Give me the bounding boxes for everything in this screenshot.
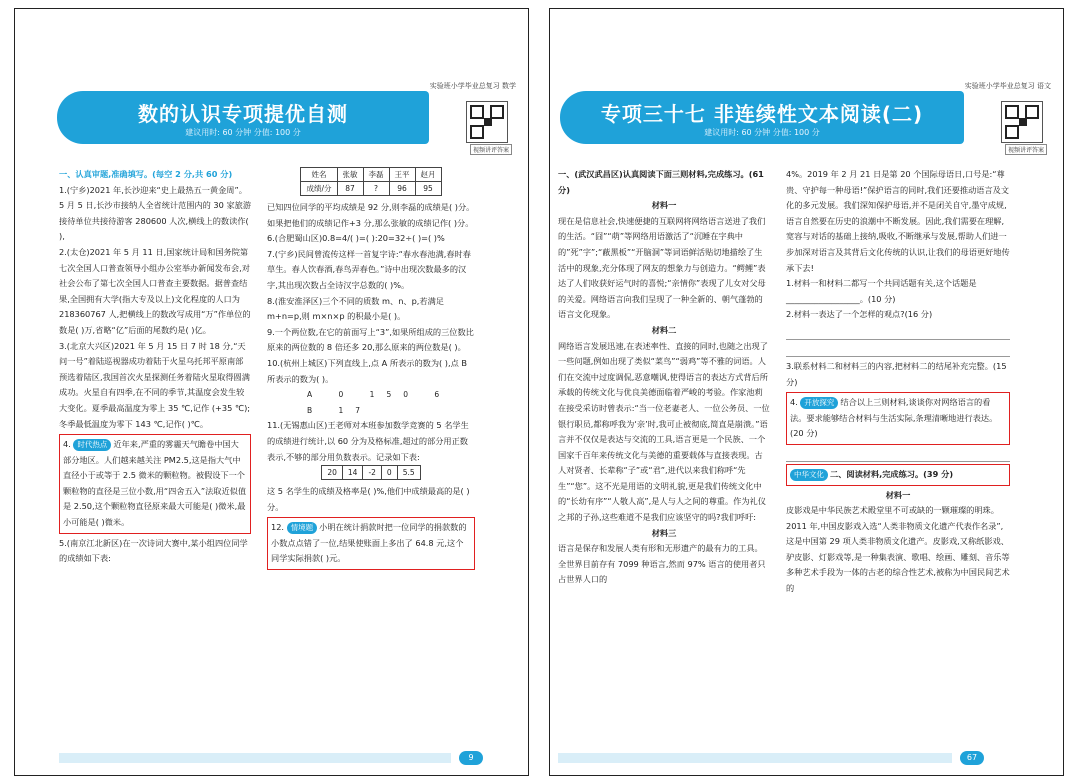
question-2: 2.材料一表达了一个怎样的观点?(16 分)	[786, 309, 933, 320]
title-banner	[560, 91, 964, 144]
table-cell: 87	[337, 182, 363, 196]
table-header: 张敏	[337, 168, 363, 182]
left-column-2	[267, 167, 475, 572]
highlight-box-q12: 12. 情境题 小明在统计捐款时把一位同学的捐款数的小数点点错了一位,结果使账面上多出了 64.8 元,这个同学实际捐款( )元。	[267, 517, 475, 570]
question-3: 3.(北京大兴区)2021 年 5 月 15 日 7 时 18 分,“天问一号”着陆巡视器成功着陆于火星乌托邦平原南部预选着陆区,我国首次火星探测任务着陆火星取得圆满成功。火星自有四季,在不同的季节,其温度会发生较大变化。夏季最高温度为零上 35 ℃,记作 (+35 ℃);冬季最低温度为零下 143 ℃,记作( )℃。	[59, 340, 251, 429]
right-column-2	[786, 167, 1010, 597]
topic-tag: 开放探究	[800, 397, 838, 409]
table-cell: 20	[322, 466, 343, 480]
answer-line[interactable]	[786, 447, 1010, 462]
material-title: 材料二	[651, 324, 677, 335]
material-3-text: 语言是保存和发展人类有形和无形遗产的最有力的工具。全世界目前存有 7099 种语言,然而 97% 语言的使用者只占世界人口的	[558, 543, 766, 585]
qr-caption: 视频讲评答案	[470, 144, 512, 155]
page-title: 数的认识专项提优自测	[138, 102, 348, 126]
footer-bar	[59, 753, 451, 763]
running-head: 实验班小学毕业总复习 数学	[429, 82, 516, 90]
table-header: 王平	[389, 168, 415, 182]
material-title: 材料一	[885, 489, 911, 500]
material-3-cont: 4%。2019 年 2 月 21 日是第 20 个国际母语日,口号是:“尊贵、守护每一种母语!”保护语言的同时,我们还要推动语言及文化的多元发展。我们深知保护母语,并不是闭关自守,墨守成规,语言自然要在历史的浪潮中不断发展。因此,我们需要在理解,宽容与对话的基础上接纳,吸收,不断继承与发展,帮助人们进一步加深对语言及其背后文化传统的认识,让我们的母语更好地传承下去!	[786, 169, 1010, 273]
section-heading: 一、认真审题,准确填写。(每空 2 分,共 60 分)	[59, 169, 233, 179]
table-cell: 成绩/分	[301, 182, 337, 196]
question-7: 7.(宁乡)民间曾流传这样一首复字诗:“春水春池满,春时春草生。春人饮春酒,春鸟弄春色。”诗中出现次数最多的汉字,其出现次数占全诗汉字总数的( )%。	[267, 248, 471, 290]
material-2-text: 网络语言发展迅速,在表述率性、直接的同时,也随之出现了一些问题,例如出现了类似“菜鸟”“弱鸡”等不雅的词语。人们在交流中过度调侃,恶意嘲讽,使得语言的表达方式背后所承载的传统文化与优良美德面临着严峻的考验。作家池莉在接受采访时曾表示:“当一位老妻老人、一位公务员、一位银行职员,都称呼我为‘亲’时,我可止被彻底,简直是崩溃。”语言并不仅仅是表达与交流的工具,语言更是一个民族、一个国家千百年来传统文化与美德的重要载体与直接表现。古人对贤者、长辈称“子”或“君”,进代以来我们称呼“先生”“您”。这不光是用语的文明礼貌,更是我们传统文化中的“长幼有序”“人敬人高”,是人与人之间的尊重。作为礼仪之邦的子孙,这些难道不是我们应该坚守的吗?我们呼吁:	[558, 340, 770, 523]
right-page	[549, 8, 1064, 776]
number-line: A 0 150 6 B 17	[307, 390, 452, 415]
question-12: 小明在统计捐款时把一位同学的捐款数的小数点点错了一位,结果使账面上多出了 64.8 元,这个同学实际捐款( )元。	[271, 522, 467, 564]
left-column-1	[59, 167, 251, 567]
table-cell: 95	[415, 182, 441, 196]
table-header: 李磊	[363, 168, 389, 182]
highlight-box-section-2	[786, 464, 1010, 486]
material-1-text: 现在是信息社会,快速便捷的互联网将网络语言送进了我们的生活。“囧”“萌”等网络用语激活了“沉睡在字典中的”死”字”;“蔽黑板”“开脑洞”等词语鲜活贴切地描绘了生活中的现象,充分体现了网友的想象力与创造力。“鳄鲤”表达了人们收获好运气时的喜悦;“亲情你”表现了儿女对父母的关爱。网络语言向我们呈现了一种全新的、朝气蓬勃的语言文化现象。	[558, 215, 766, 320]
table-cell: 0	[381, 466, 397, 480]
question-3: 3.联系材料二和材料三的内容,把材料二的结尾补充完整。(15 分)	[786, 360, 1007, 387]
table-header: 赵月	[415, 168, 441, 182]
table-cell: ?	[363, 182, 389, 196]
title-banner	[57, 91, 429, 144]
question-2: 2.(太仓)2021 年 5 月 11 日,国家统计局和国务院第七次全国人口普查领导小组办公室举办新闻发布会,对社会公布了第七次全国人口普查主要数据。据普查结果,全国拥有大学(指大专及以上)文化程度的人口为 218360767 人,把横线上的数改写成用“万”作单位的数是( )万,省略“亿”后面的尾数约是( )亿。	[59, 246, 251, 335]
score-table	[300, 167, 441, 196]
table-cell: 96	[389, 182, 415, 196]
question-10: 10.(杭州上城区)下列直线上,点 A 所表示的数为( ),点 B 所表示的数为( )。	[267, 357, 468, 384]
table-cell: 5.5	[397, 466, 420, 480]
table-header: 姓名	[301, 168, 337, 182]
highlight-box-q4: 4. 开放探究 结合以上三则材料,谈谈你对网络语言的看法。要求能够结合材料与生活实际,条理清晰地进行表达。(20 分)	[786, 392, 1010, 445]
question-8: 8.(淮安淮泽区)三个不同的质数 m、n、p,若满足 m+n=p,则 m×n×p 的积最小是( )。	[267, 295, 444, 322]
question-11: 11.(无锡惠山区)王老师对本班参加数学竞赛的 5 名学生的成绩进行统计,以 60 分为及格标准,超过的部分用正数表示,不够的部分用负数表示。记录如下表:	[267, 420, 469, 462]
page-title: 专项三十七 非连续性文本阅读(二)	[600, 102, 924, 126]
table-cell: -2	[363, 466, 381, 480]
highlight-box-q4: 4. 时代热点 近年来,严重的雾霾天气瞻卷中国大部分地区。人们越来越关注 PM2.5,这是指大气中直径小于或等于 2.5 微米的颗粒物。被假设下一个颗粒物的直径是三位小数,用“四舍五入”法取近似值是 2.50,这个颗粒物直径原来最大可能是( )微米,最小可能是( )微米。	[59, 434, 251, 534]
right-column-1	[558, 167, 770, 588]
question-1: 1.材料一和材料二都写一个共同话题有关,这个话题是__________________。(10 分)	[786, 278, 977, 304]
answer-line[interactable]	[786, 342, 1010, 357]
section-2-material-1-text: 皮影戏是中华民族艺术殿堂里不可或缺的一颗璀璨的明珠。2011 年,中国皮影戏入选“人类非物质文化遗产代表作名录”,这是中国第 29 项人类非物质文化遗产。皮影戏,又称纸影戏、驴皮影、灯影戏等,是一种集表演、歌唱、绘画、雕刻、音乐等多种艺术手段为一体的古老的综合性艺术,被称为中国民间艺术的	[786, 505, 1010, 594]
topic-tag: 时代热点	[73, 439, 111, 451]
page-number: 9	[459, 751, 483, 765]
question-5-cont: 已知四位同学的平均成绩是 92 分,则李磊的成绩是( )分。如果把他们的成绩记作+3 分,那么张敏的成绩记作( )分。	[267, 202, 475, 228]
page-number: 67	[960, 751, 984, 765]
footer-bar	[558, 753, 952, 763]
qr-code-icon[interactable]	[1001, 101, 1043, 143]
question-11-cont: 这 5 名学生的成绩及格率是( )%,他们中成绩最高的是( )分。	[267, 486, 470, 512]
topic-tag: 情境题	[287, 522, 318, 534]
material-title: 材料一	[651, 200, 677, 211]
table-cell: 14	[342, 466, 363, 480]
question-9: 9.一个两位数,在它的前面写上“3”,如果所组成的三位数比原来的两位数的 8 倍还多 20,那么原来的两位数是( )。	[267, 326, 474, 353]
section-heading: 一、(武汉武昌区)认真阅读下面三则材料,完成练习。(61 分)	[558, 169, 764, 195]
material-title: 材料三	[651, 527, 677, 538]
answer-line[interactable]	[786, 325, 1010, 340]
topic-tag: 中华文化	[790, 469, 828, 481]
left-page	[14, 8, 529, 776]
question-1: 1.(宁乡)2021 年,长沙迎来“史上最热五一黄金周”。5 月 5 日,长沙市接纳人全省统计范围内的 30 家旅游接待单位共接待游客 280600 人次,横线上的数读作( ),	[59, 184, 252, 242]
qr-caption: 视频讲评答案	[1005, 144, 1047, 155]
qr-code-icon[interactable]	[466, 101, 508, 143]
question-4: 近年来,严重的雾霾天气瞻卷中国大部分地区。人们越来越关注 PM2.5,这是指大气中直径小于或等于 2.5 微米的颗粒物。被假设下一个颗粒物的直径是三位小数,用“四舍五入”法取近似值是 2.50,这个颗粒物直径原来最大可能是( )微米,最小可能是( )微米。	[63, 439, 247, 528]
page-subtitle: 建议用时: 60 分钟 分值: 100 分	[704, 128, 820, 137]
running-head: 实验班小学毕业总复习 语文	[964, 82, 1051, 90]
question-5: 5.(南京江北新区)在一次诗词大赛中,某小组四位同学的成绩如下表:	[59, 537, 248, 564]
question-4: 结合以上三则材料,谈谈你对网络语言的看法。要求能够结合材料与生活实际,条理清晰地进行表达。(20 分)	[790, 397, 998, 439]
section-heading: 二、阅读材料,完成练习。(39 分)	[830, 468, 954, 479]
score-record-table	[321, 465, 420, 480]
page-subtitle: 建议用时: 60 分钟 分值: 100 分	[185, 128, 301, 137]
question-6: 6.(合肥蜀山区)0.8=4/( )=( ):20=32÷( )=( )%	[267, 233, 445, 244]
